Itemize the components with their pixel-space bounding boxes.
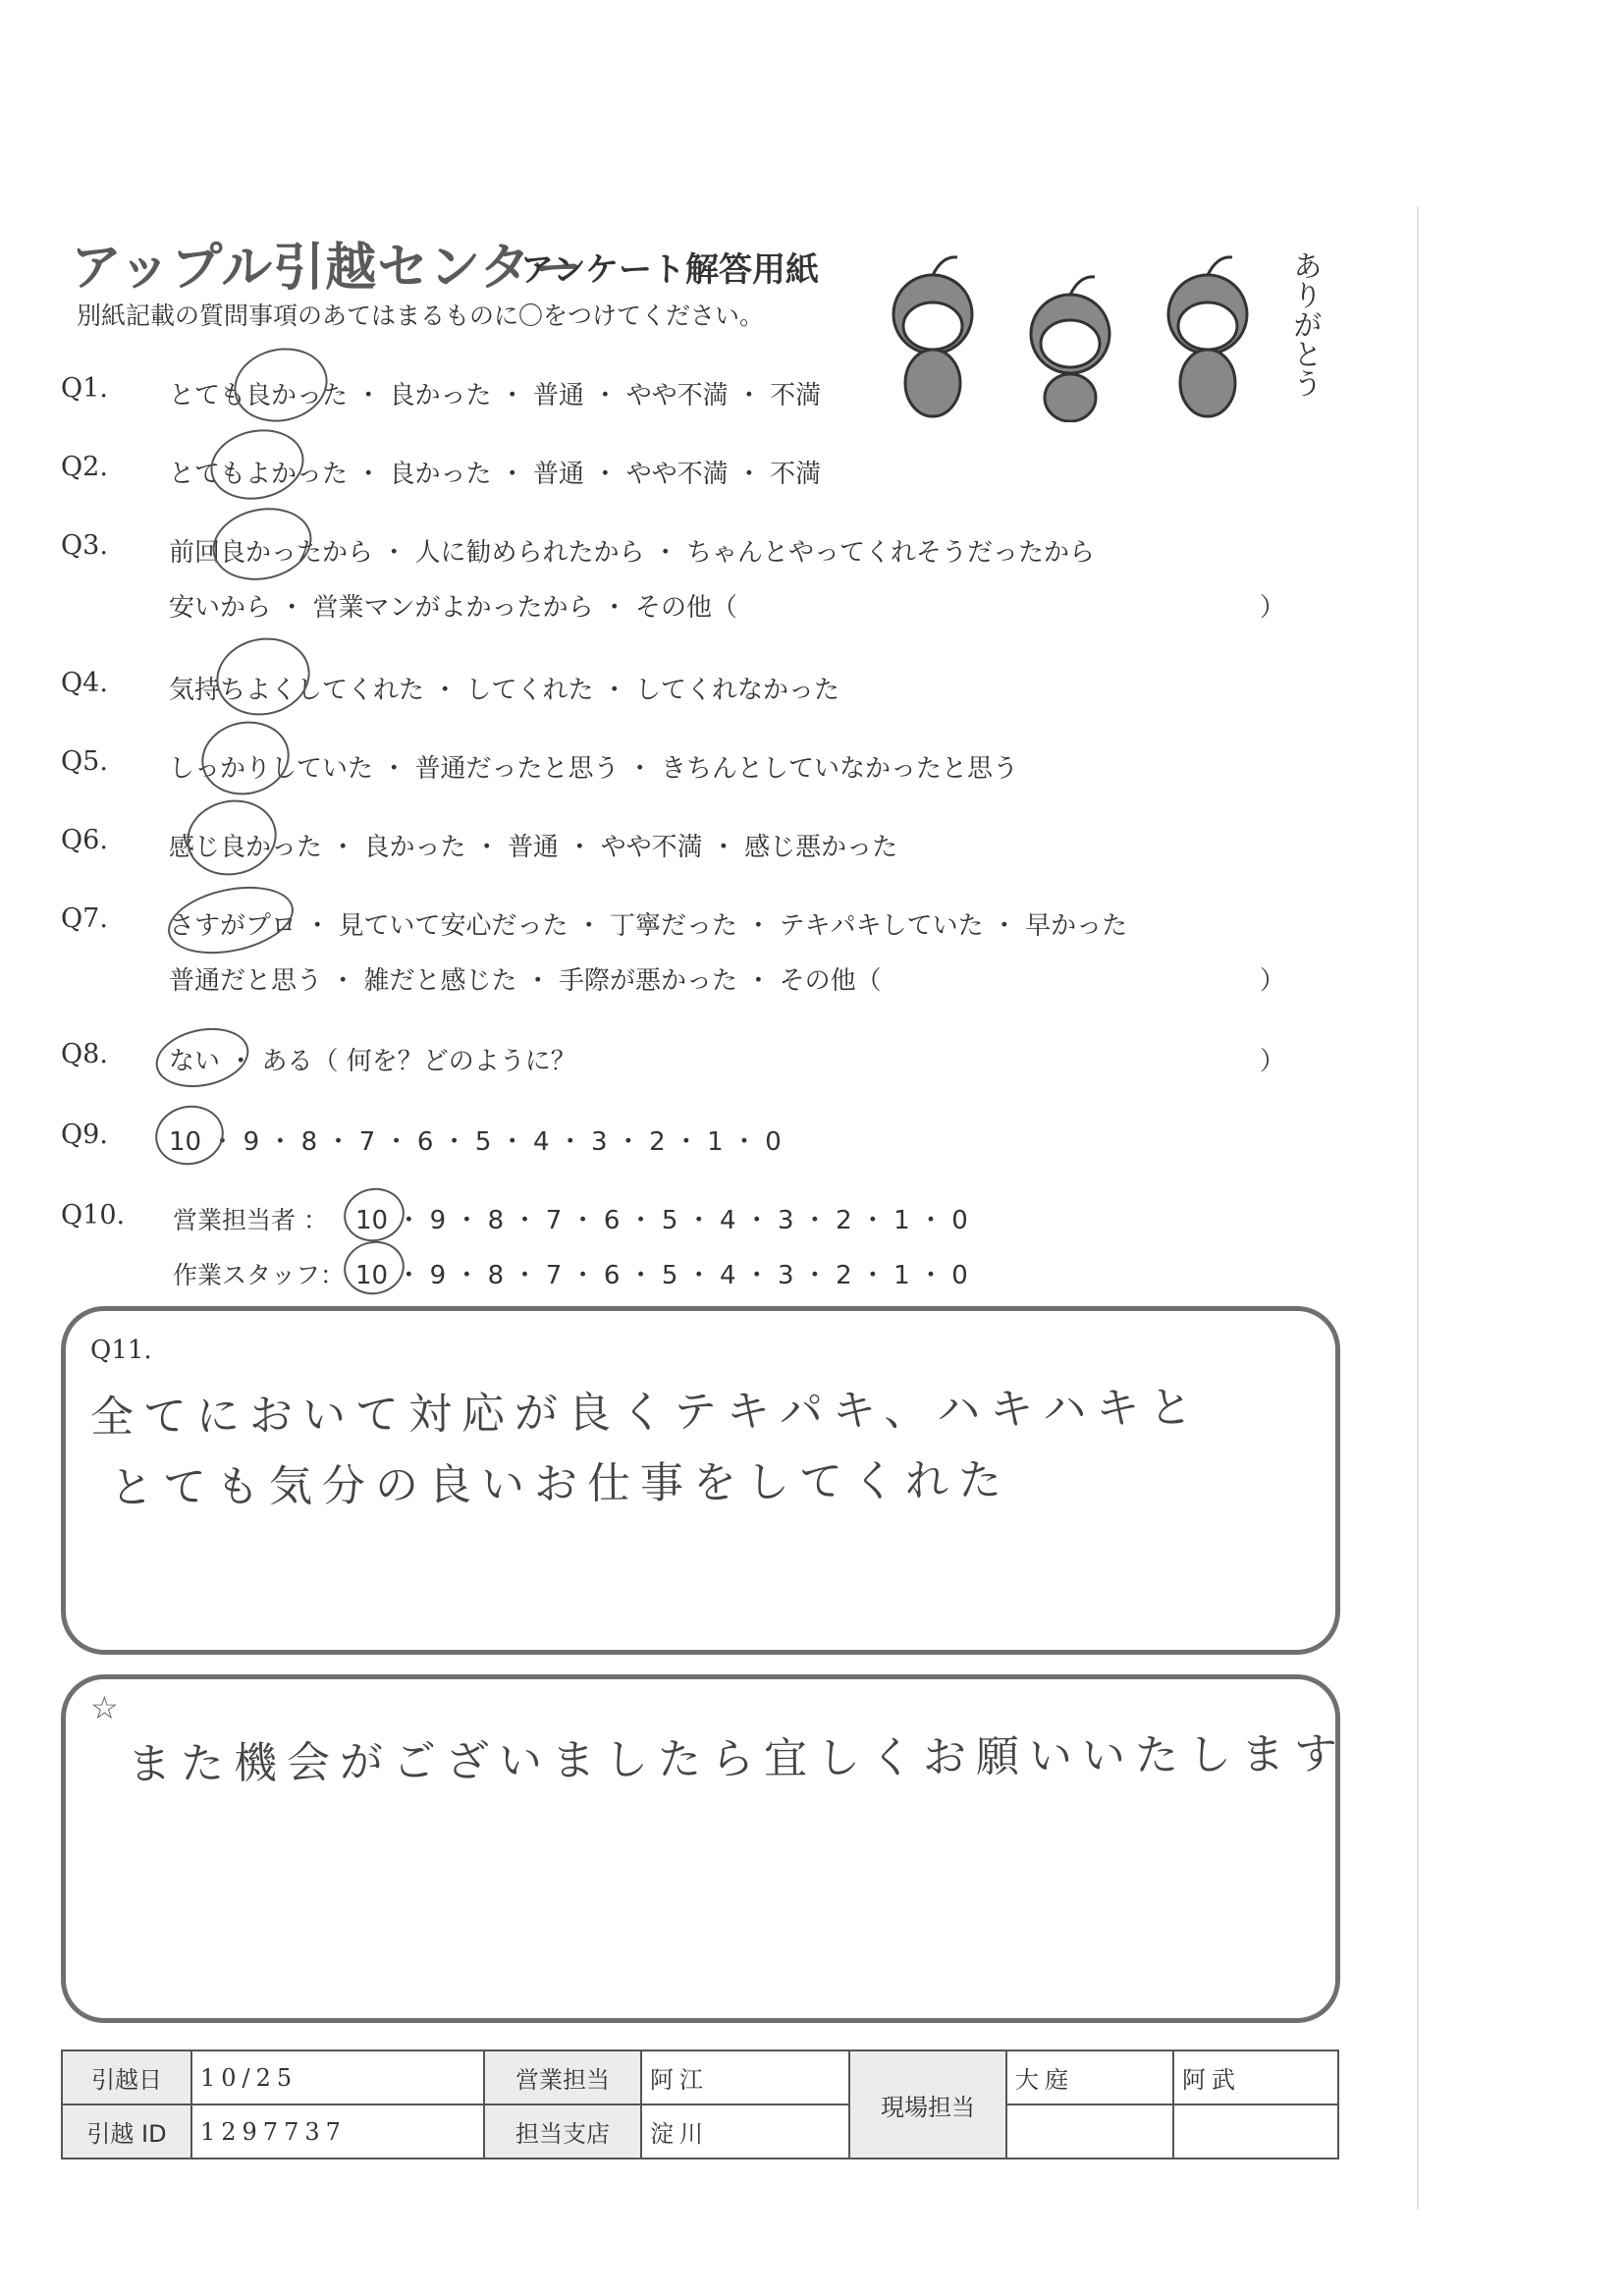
q11-label: Q11.	[90, 1336, 152, 1365]
q8-answer-circle	[150, 1020, 254, 1096]
site-staff-label: 現場担当	[849, 2050, 1006, 2159]
q10-sales-label: 営業担当者 ：	[173, 1206, 328, 1234]
move-date-label: 引越日	[62, 2050, 191, 2105]
q5-label: Q5.	[61, 746, 108, 777]
q8-close-paren: ）	[1260, 1047, 1286, 1076]
sales-rep-value: 阿江	[641, 2050, 849, 2105]
q7-options-line1: さすがプロ ・ 見ていて安心だった ・ 丁寧だった ・ テキパキしていた ・ 早かった	[169, 911, 1128, 941]
q9-scale: 10 ・ 9 ・ 8 ・ 7 ・ 6 ・ 5 ・ 4 ・ 3 ・ 2 ・ 1 ・ 0	[169, 1127, 782, 1157]
monkey-icon-right	[1168, 257, 1247, 416]
site-staff-value-2: 阿武	[1173, 2050, 1338, 2105]
q2-label: Q2.	[61, 452, 108, 482]
q10-staff-scale: 10 ・ 9 ・ 8 ・ 7 ・ 6 ・ 5 ・ 4 ・ 3 ・ 2 ・ 1 ・ 0	[355, 1261, 968, 1290]
q7-label: Q7.	[61, 903, 108, 934]
q10-label: Q10.	[61, 1200, 126, 1230]
q6-answer-circle	[180, 792, 284, 883]
q5-options: しっかりしていた ・ 普通だったと思う ・ きちんとしていなかったと思う	[169, 754, 1019, 784]
page-subtitle: アンケート解答用紙	[520, 250, 819, 290]
q3-close-paren: ）	[1260, 593, 1286, 623]
q10-staff-label: 作業スタッフ：	[173, 1261, 346, 1289]
mascot-illustration	[864, 246, 1276, 422]
move-date-value: 10/25	[191, 2050, 484, 2105]
move-id-value: 1297737	[191, 2105, 484, 2159]
q3-answer-circle	[206, 499, 319, 589]
q1-answer-circle	[227, 340, 334, 430]
site-staff-empty-1	[1006, 2105, 1173, 2159]
q8-options: ない ・ ある（ 何を？どのように？	[169, 1047, 576, 1076]
q3-options-line1: 前回良かったから ・ 人に勧められたから ・ ちゃんとやってくれそうだったから	[169, 538, 1096, 568]
q4-label: Q4.	[61, 668, 108, 698]
q7-answer-circle	[162, 876, 299, 964]
q2-answer-circle	[204, 421, 310, 508]
q9-label: Q9.	[61, 1120, 108, 1150]
instruction-text: 別紙記載の質問事項のあてはまるものに〇をつけてください。	[77, 301, 765, 330]
q9-answer-circle	[150, 1099, 230, 1171]
q10-sales-scale: 10 ・ 9 ・ 8 ・ 7 ・ 6 ・ 5 ・ 4 ・ 3 ・ 2 ・ 1 ・ 0	[355, 1206, 968, 1235]
move-id-label: 引越 ID	[62, 2105, 191, 2159]
q4-options: 気持ちよくしてくれた ・ してくれた ・ してくれなかった	[169, 676, 840, 705]
q6-options: 感じ良かった ・ 良かった ・ 普通 ・ やや不満 ・ 感じ悪かった	[169, 833, 898, 862]
q11-answer-line1: 全てにおいて対応が良くテキパキ、ハキハキと	[89, 1383, 1203, 1443]
mascot-thanks-text: ありがとう	[1287, 250, 1322, 398]
q1-label: Q1.	[61, 373, 108, 404]
sales-rep-label: 営業担当	[484, 2050, 641, 2105]
site-staff-value-1: 大庭	[1006, 2050, 1173, 2105]
q6-label: Q6.	[61, 825, 108, 855]
footer-info-table	[61, 2050, 1339, 2159]
page-title: アップル引越センター	[71, 239, 584, 298]
branch-value: 淀川	[641, 2105, 849, 2159]
page-edge	[1417, 206, 1419, 2210]
q1-options: とても良かった ・ 良かった ・ 普通 ・ やや不満 ・ 不満	[169, 381, 822, 410]
q7-close-paren: ）	[1260, 966, 1286, 996]
branch-label: 担当支店	[484, 2105, 641, 2159]
q3-label: Q3.	[61, 530, 108, 561]
star-icon: ☆	[90, 1689, 119, 1726]
message-text: また機会がございましたら宜しくお願いいたします	[127, 1728, 1348, 1790]
q2-options: とてもよかった ・ 良かった ・ 普通 ・ やや不満 ・ 不満	[169, 460, 822, 489]
q4-answer-circle	[209, 629, 317, 724]
q10-sales-answer-circle	[339, 1182, 409, 1247]
monkey-icon-left	[893, 257, 972, 416]
site-staff-empty-2	[1173, 2105, 1338, 2159]
q7-options-line2: 普通だと思う ・ 雑だと感じた ・ 手際が悪かった ・ その他（	[169, 966, 882, 996]
q3-options-line2: 安いから ・ 営業マンがよかったから ・ その他（	[169, 593, 738, 623]
q5-answer-circle	[194, 713, 296, 802]
monkey-icon-center	[1031, 277, 1109, 421]
q11-answer-line2: とても気分の良いお仕事をしてくれた	[109, 1454, 1012, 1514]
q8-label: Q8.	[61, 1039, 108, 1069]
